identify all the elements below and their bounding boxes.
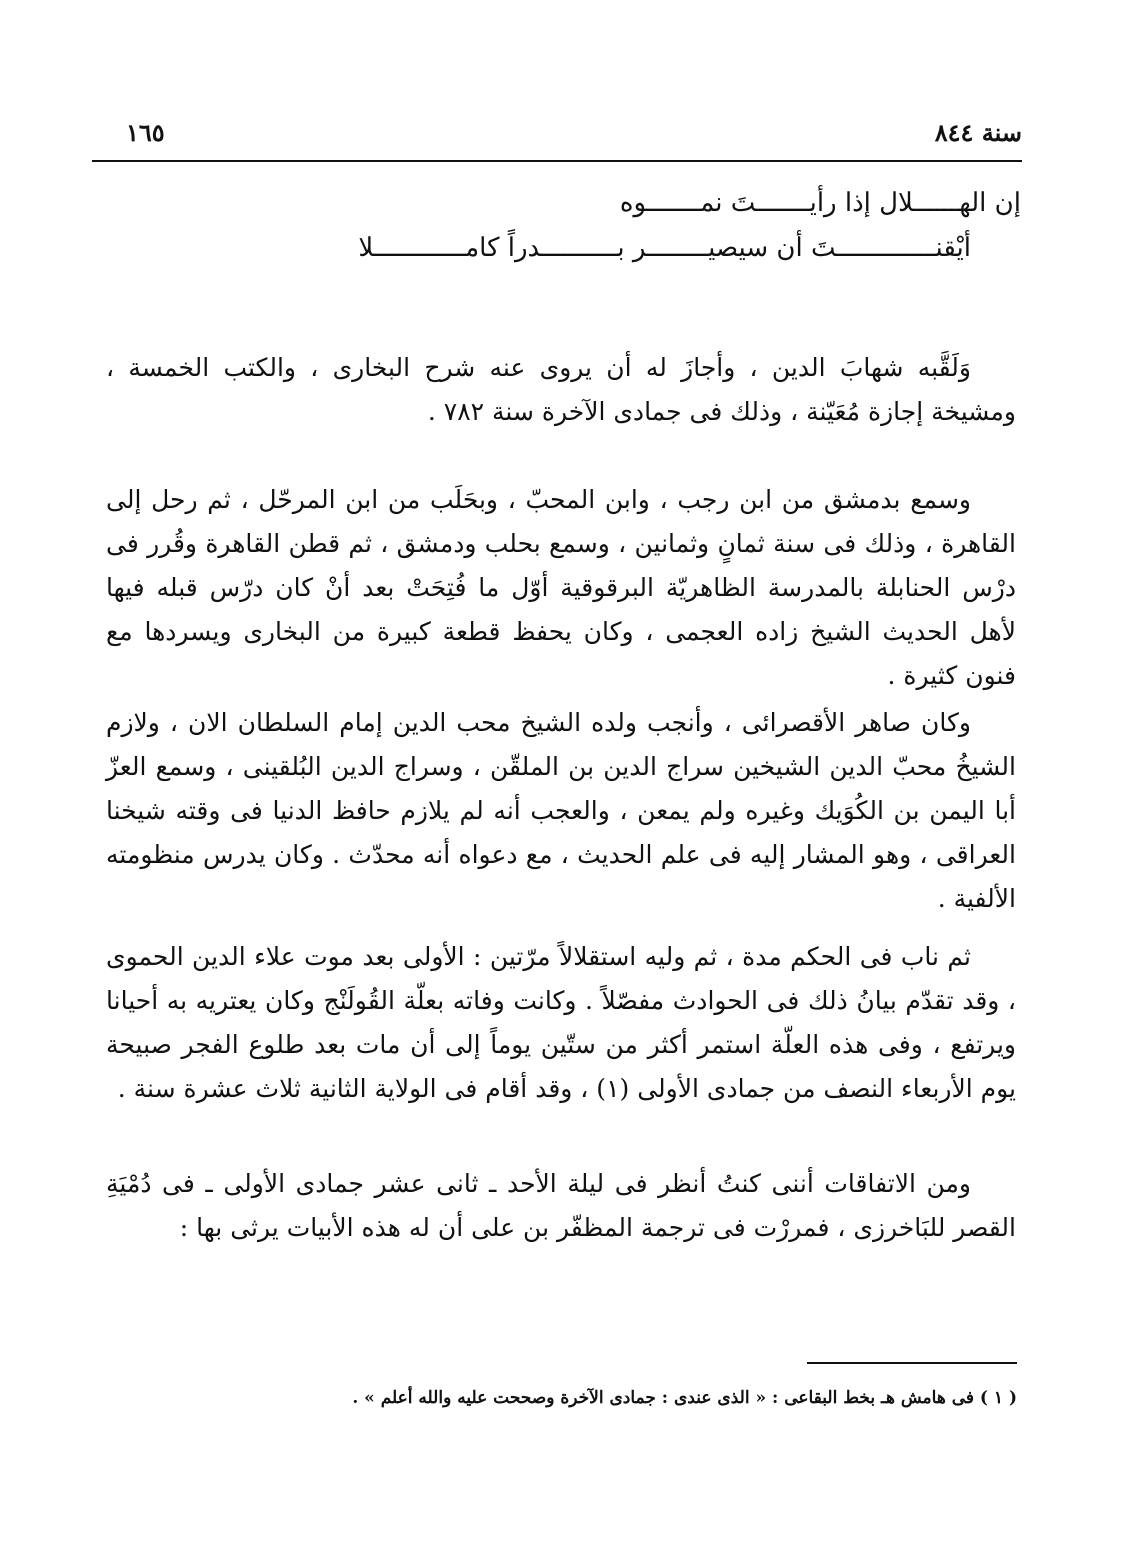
verse-line-1: إن الهــــــلال إذا رأيـــــــتَ نمـــــــوه bbox=[619, 188, 1021, 218]
footnote-divider bbox=[807, 1362, 1017, 1364]
page-number: ١٦٥ bbox=[126, 118, 165, 147]
paragraph-3: وكان صاهر الأقصرائى ، وأنجب ولده الشيخ محب الدين إمام السلطان الان ، ولازم الشيخُ محبّ الدين الشيخين سراج الدين بن الملقّن ، وسراج الدين البُلقينى ، وسمع العزّ أبا اليمن بن الكُوَيك وغيره ولم يمعن ، والعجب أنه لم يلازم حافظ الدنيا فى وقته شيخنا العراقى ، وهو المشار إليه فى علم الحديث ، مع دعواه أنه محدّث . وكان يدرس منظومته الألفية . bbox=[106, 708, 1016, 913]
page-header bbox=[92, 118, 1022, 158]
paragraph-5: ومن الاتفاقات أننى كنتُ أنظر فى ليلة الأحد ـ ثانى عشر جمادى الأولى ـ فى دُمْيَةِ القصر للبَاخرزى ، فمررْت فى ترجمة المظفّر بن على أن له هذه الأبيات يرثى بها : bbox=[106, 1169, 1016, 1242]
paragraph-4: ثم ناب فى الحكم مدة ، ثم وليه استقلالاً مرّتين : الأولى بعد موت علاء الدين الحموى ، وقد تقدّم بيانُ ذلك فى الحوادث مفصّلاً . وكانت وفاته بعلّة القُولَنْج وكان يعتريه به أحيانا ويرتفع ، وفى هذه العلّة استمر أكثر من ستّين يوماً إلى أن مات بعد طلوع الفجر صبيحة يوم الأربعاء النصف من جمادى الأولى (١) ، وقد أقام فى الولاية الثانية ثلاث عشرة سنة . bbox=[106, 942, 1016, 1103]
footnote: ( ١ ) فى هامش هـ بخط البقاعى : « الذى عندى : جمادى الآخرة وصححت عليه والله أعلم » . bbox=[352, 1388, 1017, 1408]
running-head-year: سنة ٨٤٤ bbox=[934, 118, 1022, 147]
verse-line-2: أيْقنـــــــــــــتَ أن سيصيــــــــر بــــــــــدراً كامــــــــــــلا bbox=[358, 233, 971, 263]
paragraph-2: وسمع بدمشق من ابن رجب ، وابن المحبّ ، وبحَلَب من ابن المرحّل ، ثم رحل إلى القاهرة ، وذلك فى سنة ثمانٍ وثمانين ، وسمع بحلب ودمشق ، ثم قطن القاهرة وقُرر فى درْس الحنابلة بالمدرسة الظاهريّة البرقوقية أوّل ما فُتِحَتْ بعد أنْ كان درّس قبله فيها لأهل الحديث الشيخ زاده العجمى ، وكان يحفظ قطعة كبيرة من البخارى ويسردها مع فنون كثيرة . bbox=[106, 485, 1016, 690]
paragraph-1: وَلَقَّبه شهابَ الدين ، وأجازَ له أن يروى عنه شرح البخارى ، والكتب الخمسة ، ومشيخة إجازة مُعَيّنة ، وذلك فى جمادى الآخرة سنة ٧٨٢ . bbox=[106, 353, 1016, 426]
header-divider bbox=[92, 160, 1022, 162]
